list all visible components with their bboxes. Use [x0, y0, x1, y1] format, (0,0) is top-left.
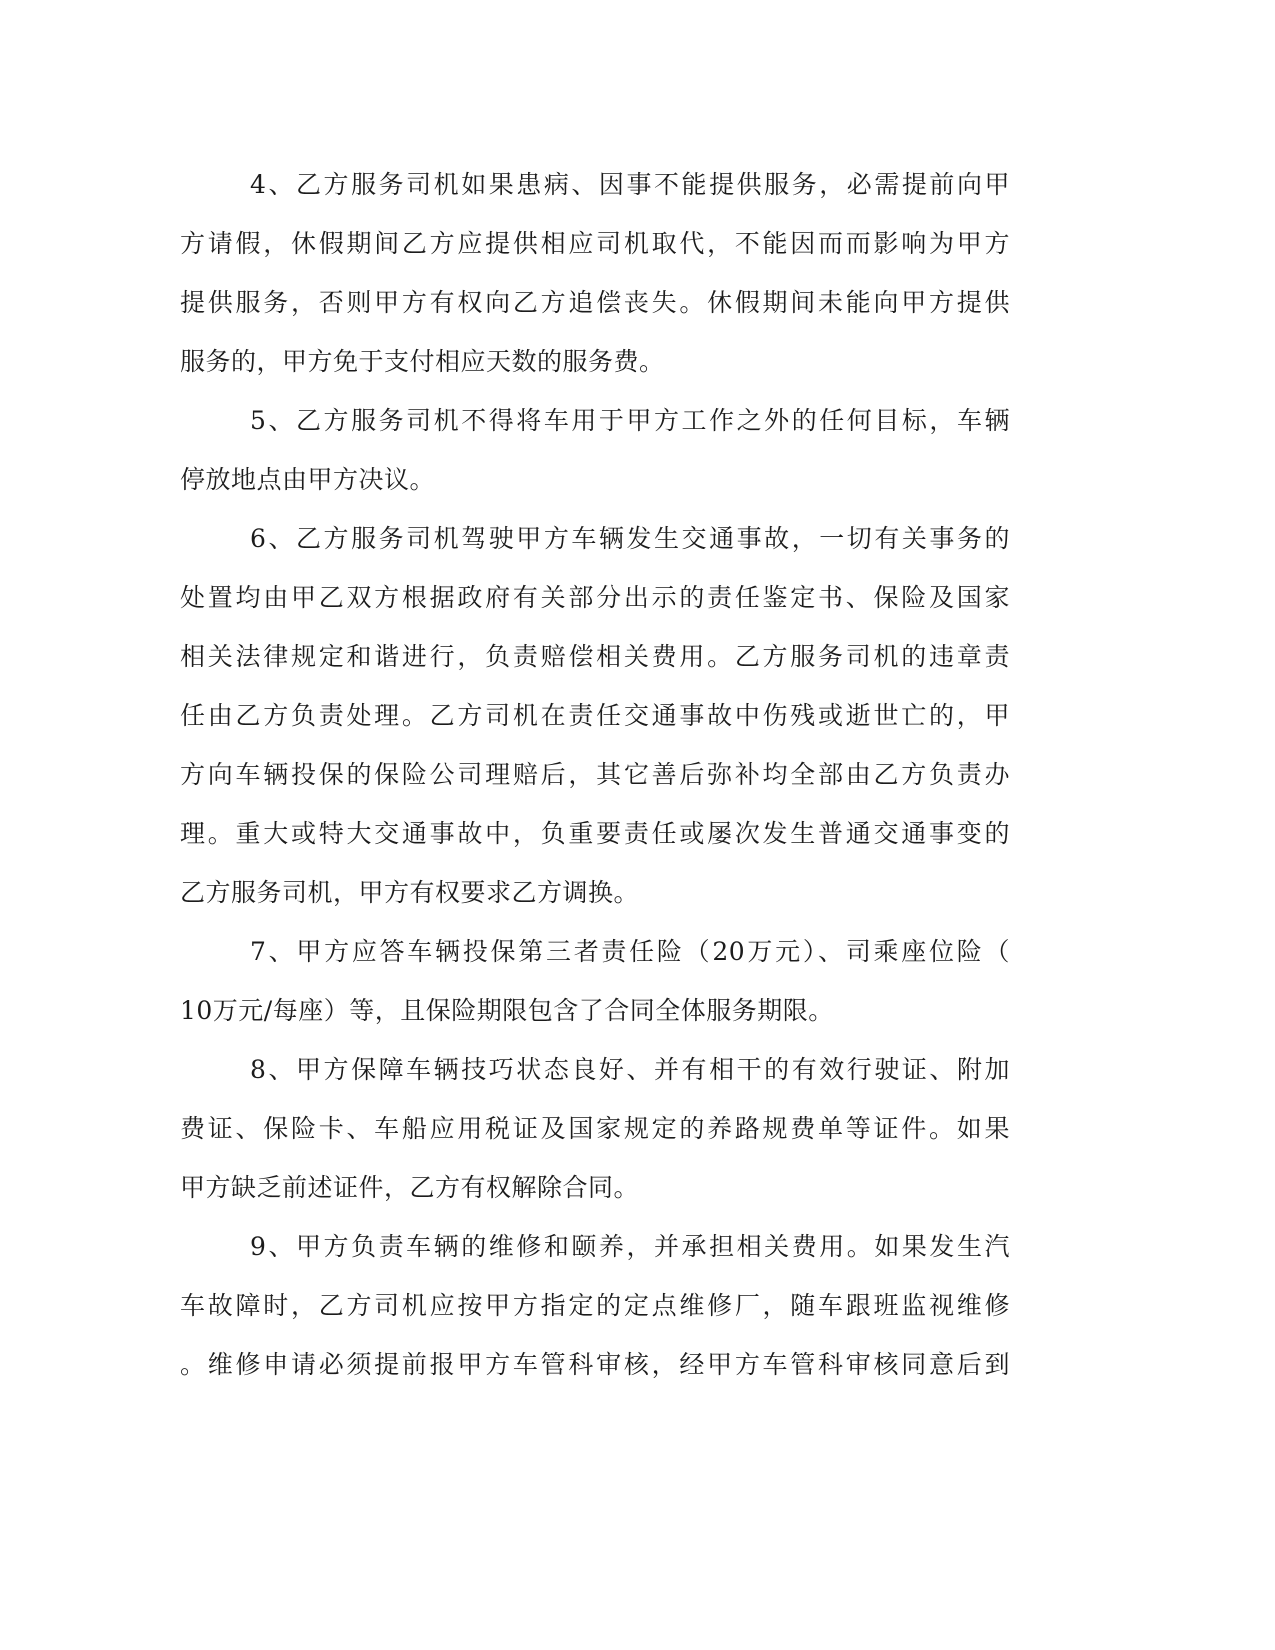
paragraph-item-4 — [180, 155, 1010, 391]
paragraph-line: 处置均由甲乙双方根据政府有关部分出示的责任鉴定书、保险及国家 — [180, 583, 1010, 612]
paragraph-line: 。维修申请必须提前报甲方车管科审核，经甲方车管科审核同意后到 — [180, 1350, 1010, 1379]
paragraph-line: 提供服务，否则甲方有权向乙方追偿丧失。休假期间未能向甲方提供 — [180, 288, 1010, 317]
paragraph-item-6 — [180, 509, 1010, 922]
paragraph-line: 乙方服务司机，甲方有权要求乙方调换。 — [180, 878, 640, 907]
paragraph-line: 服务的，甲方免于支付相应天数的服务费。 — [180, 347, 665, 376]
paragraph-line: 甲方缺乏前述证件，乙方有权解除合同。 — [180, 1173, 640, 1202]
paragraph-line: 车故障时，乙方司机应按甲方指定的定点维修厂，随车跟班监视维修 — [180, 1291, 1010, 1320]
paragraph-item-7 — [180, 922, 1010, 1040]
paragraph-line: 10万元/每座）等，且保险期限包含了合同全体服务期限。 — [180, 996, 834, 1025]
paragraph-line: 相关法律规定和谐进行，负责赔偿相关费用。乙方服务司机的违章责 — [180, 642, 1010, 671]
paragraph-line: 理。重大或特大交通事故中，负重要责任或屡次发生普通交通事变的 — [180, 819, 1010, 848]
paragraph-line: 7、甲方应答车辆投保第三者责任险（20万元）、司乘座位险（ — [250, 937, 1010, 966]
paragraph-item-8 — [180, 1040, 1010, 1217]
paragraph-line: 任由乙方负责处理。乙方司机在责任交通事故中伤残或逝世亡的，甲 — [180, 701, 1010, 730]
paragraph-item-5 — [180, 391, 1010, 509]
paragraph-line: 9、甲方负责车辆的维修和颐养，并承担相关费用。如果发生汽 — [250, 1232, 1010, 1261]
paragraph-line: 6、乙方服务司机驾驶甲方车辆发生交通事故，一切有关事务的 — [250, 524, 1010, 553]
paragraph-line: 方向车辆投保的保险公司理赔后，其它善后弥补均全部由乙方负责办 — [180, 760, 1010, 789]
paragraph-item-9 — [180, 1217, 1010, 1394]
paragraph-line: 4、乙方服务司机如果患病、因事不能提供服务，必需提前向甲 — [250, 170, 1010, 199]
paragraph-line: 费证、保险卡、车船应用税证及国家规定的养路规费单等证件。如果 — [180, 1114, 1010, 1143]
document-body — [180, 155, 1010, 1394]
paragraph-line: 停放地点由甲方决议。 — [180, 465, 436, 494]
paragraph-line: 5、乙方服务司机不得将车用于甲方工作之外的任何目标，车辆 — [250, 406, 1010, 435]
paragraph-line: 方请假，休假期间乙方应提供相应司机取代，不能因而而影响为甲方 — [180, 229, 1010, 258]
paragraph-line: 8、甲方保障车辆技巧状态良好、并有相干的有效行驶证、附加 — [250, 1055, 1010, 1084]
